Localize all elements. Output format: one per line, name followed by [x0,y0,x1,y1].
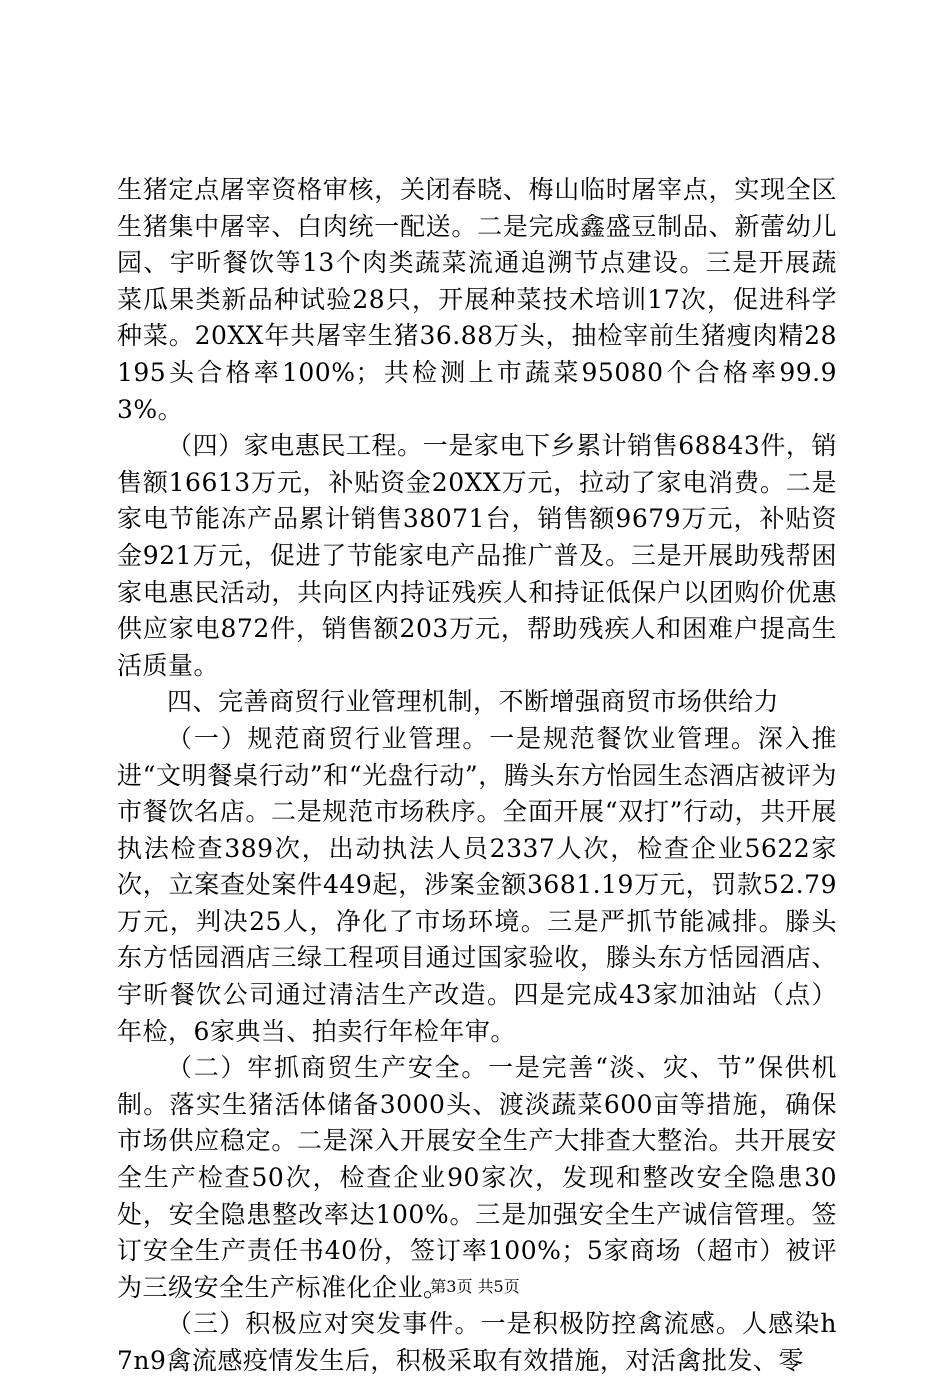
document-body [117,172,837,1380]
section-heading-4: 四、完善商贸行业管理机制，不断增强商贸市场供给力 [167,687,780,717]
paragraph-5: （三）积极应对突发事件。一是积极防控禽流感。人感染h7n9禽流感疫情发生后，积极采取有效措施，对活禽批发、零 [117,1309,837,1375]
page-footer [0,1277,950,1297]
paragraph-1: 生猪定点屠宰资格审核，关闭春晓、梅山临时屠宰点，实现全区生猪集中屠宰、白肉统一配送。二是完成鑫盛豆制品、新蕾幼儿园、宇昕餐饮等13个肉类蔬菜流通追溯节点建设。三是开展蔬菜瓜果类新品种试验28只，开展种菜技术培训17次，促进科学种菜。20XX年共屠宰生猪36.88万头，抽检宰前生猪瘦肉精28195头合格率100%；共检测上市蔬菜95080个合格率99.93%。 [117,175,837,424]
page-number: 第3页 共5页 [430,1277,520,1296]
paragraph-4: （二）牢抓商贸生产安全。一是完善“淡、灾、节”保供机制。落实生猪活体储备3000头、渡淡蔬菜600亩等措施，确保市场供应稳定。二是深入开展安全生产大排查大整治。共开展安全生产检查50次，检查企业90家次，发现和整改安全隐患30处，安全隐患整改率达100%。三是加强安全生产诚信管理。签订安全生产责任书40份，签订率100%；5家商场（超市）被评为三级安全生产标准化企业。 [117,1053,837,1302]
paragraph-2: （四）家电惠民工程。一是家电下乡累计销售68843件，销售额16613万元，补贴资金20XX万元，拉动了家电消费。二是家电节能冻产品累计销售38071台，销售额9679万元，补贴资金921万元，促进了节能家电产品推广普及。三是开展助残帮困家电惠民活动，共向区内持证残疾人和持证低保户以团购价优惠供应家电872件，销售额203万元，帮助残疾人和困难户提高生活质量。 [117,431,837,680]
paragraph-3: （一）规范商贸行业管理。一是规范餐饮业管理。深入推进“文明餐桌行动”和“光盘行动”，腾头东方怡园生态酒店被评为市餐饮名店。二是规范市场秩序。全面开展“双打”行动，共开展执法检查389次，出动执法人员2337人次，检查企业5622家次，立案查处案件449起，涉案金额3681.19万元，罚款52.79万元，判决25人，净化了市场环境。三是严抓节能减排。滕头东方恬园酒店三绿工程项目通过国家验收，滕头东方恬园酒店、宇昕餐饮公司通过清洁生产改造。四是完成43家加油站（点）年检，6家典当、拍卖行年检年审。 [117,723,837,1046]
